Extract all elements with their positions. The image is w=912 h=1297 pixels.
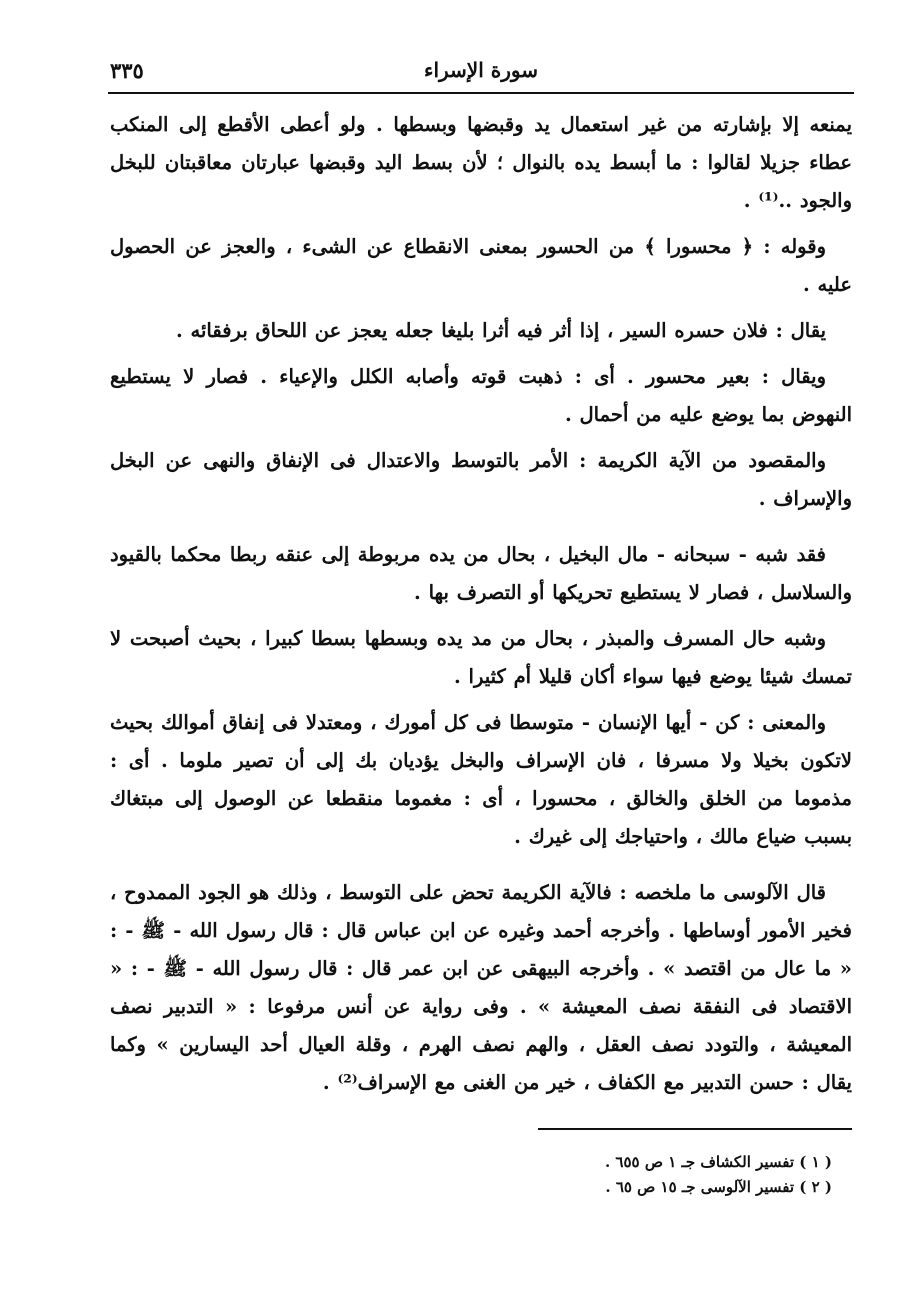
- page-number: ٣٣٥: [110, 58, 144, 83]
- paragraph: يمنعه إلا بإشارته من غير استعمال يد وقبضها وبسطها . ولو أعطى الأقطع إلى المنكب عطاء جزيلا لقالوا : ما أبسط يده بالنوال ؛ لأن بسط اليد وقبضها عبارتان معاقبتان للبخل والجود ..⁽¹⁾ .: [110, 113, 852, 212]
- paragraph: والمعنى : كن - أيها الإنسان - متوسطا فى كل أمورك ، ومعتدلا فى إنفاق أموالك بحيث لاتكون بخيلا ولا مسرفا ، فان الإسراف والبخل يؤديان بك إلى أن تصير ملوما . أى : مذموما من الخلق والخالق ، محسورا ، أى : مغموما منقطعا عن الوصول إلى مبتغاك بسبب ضياع مالك ، واحتياجك إلى غيرك .: [110, 711, 852, 848]
- footnotes: [110, 1150, 852, 1200]
- paragraph: ويقال : بعير محسور . أى : ذهبت قوته وأصابه الكلل والإعياء . فصار لا يستطيع النهوض بما يوضع عليه من أحمال .: [110, 365, 852, 426]
- page-header: [110, 52, 852, 92]
- footnote-rule: [538, 1128, 852, 1130]
- footnote: ( ٢ ) تفسير الآلوسى جـ ١٥ ص ٦٥ .: [605, 1178, 832, 1196]
- main-text: [110, 106, 852, 1102]
- paragraph: قال الآلوسى ما ملخصه : فالآية الكريمة تحض على التوسط ، وذلك هو الجود الممدوح ، فخير الأمور أوساطها . وأخرجه أحمد وغيره عن ابن عباس قال : قال رسول الله - ﷺ - : « ما عال من اقتصد » . وأخرجه البيهقى عن ابن عمر قال : قال رسول الله - ﷺ - : « الاقتصاد فى النفقة نصف المعيشة » . وفى رواية عن أنس مرفوعا : « التدبير نصف المعيشة ، والتودد نصف العقل ، والهم نصف الهرم ، وقلة العيال أحد اليسارين » وكما يقال : حسن التدبير مع الكفاف ، خير من الغنى مع الإسراف⁽²⁾ .: [110, 881, 852, 1094]
- page: [110, 52, 852, 1200]
- surah-title: سورة الإسراء: [424, 58, 538, 82]
- footnote: ( ١ ) تفسير الكشاف جـ ١ ص ٦٥٥ .: [604, 1153, 832, 1171]
- paragraph: يقال : فلان حسره السير ، إذا أثر فيه أثرا بليغا جعله يعجز عن اللحاق برفقائه .: [175, 319, 826, 342]
- paragraph: وشبه حال المسرف والمبذر ، بحال من مد يده وبسطها بسطا كبيرا ، بحيث أصبحت لا تمسك شيئا يوضع فيها سواء أكان قليلا أم كثيرا .: [110, 627, 852, 688]
- header-rule: [108, 92, 854, 94]
- paragraph: وقوله : ﴿ محسورا ﴾ من الحسور بمعنى الانقطاع عن الشىء ، والعجز عن الحصول عليه .: [110, 235, 852, 296]
- paragraph: والمقصود من الآية الكريمة : الأمر بالتوسط والاعتدال فى الإنفاق والنهى عن البخل والإسراف .: [110, 449, 852, 510]
- paragraph: فقد شبه - سبحانه - مال البخيل ، بحال من يده مربوطة إلى عنقه ربطا محكما بالقيود والسلاسل ، فصار لا يستطيع تحريكها أو التصرف بها .: [110, 543, 852, 604]
